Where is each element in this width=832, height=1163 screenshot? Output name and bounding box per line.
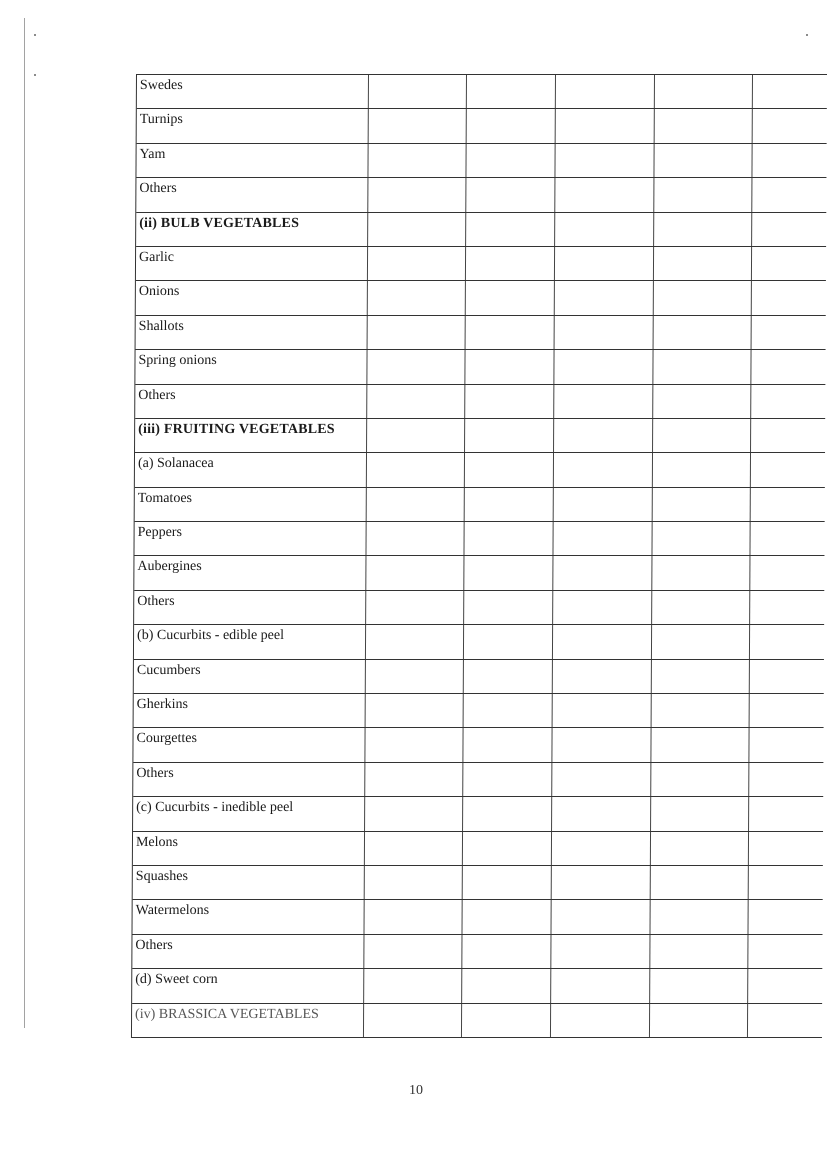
empty-cell bbox=[364, 1004, 462, 1037]
empty-cell bbox=[552, 832, 651, 865]
table-row bbox=[135, 419, 825, 453]
empty-cell bbox=[654, 247, 752, 280]
table-row bbox=[135, 488, 825, 522]
empty-cell bbox=[751, 488, 825, 521]
empty-cell bbox=[751, 385, 825, 418]
row-label: Shallots bbox=[136, 316, 368, 349]
empty-cell bbox=[466, 281, 555, 314]
empty-cell bbox=[463, 866, 552, 899]
table-row bbox=[134, 625, 824, 659]
empty-cell bbox=[651, 866, 749, 899]
empty-cell bbox=[752, 247, 826, 280]
empty-cell bbox=[368, 281, 466, 314]
row-label: (ii) BULB VEGETABLES bbox=[136, 213, 368, 246]
empty-cell bbox=[368, 213, 466, 246]
empty-cell bbox=[367, 453, 465, 486]
empty-cell bbox=[465, 453, 554, 486]
row-label: (a) Solanacea bbox=[135, 453, 367, 486]
empty-cell bbox=[750, 625, 824, 658]
empty-cell bbox=[556, 109, 655, 142]
empty-cell bbox=[466, 316, 555, 349]
empty-cell bbox=[555, 178, 654, 211]
empty-cell bbox=[463, 763, 552, 796]
empty-cell bbox=[551, 935, 650, 968]
empty-cell bbox=[650, 935, 748, 968]
scan-speck bbox=[806, 34, 808, 36]
empty-cell bbox=[369, 109, 467, 142]
row-label: Turnips bbox=[137, 109, 369, 142]
empty-cell bbox=[555, 247, 654, 280]
empty-cell bbox=[555, 213, 654, 246]
left-margin-line bbox=[24, 18, 25, 1028]
scan-speck bbox=[34, 74, 36, 76]
empty-cell bbox=[366, 660, 464, 693]
empty-cell bbox=[369, 75, 467, 108]
empty-cell bbox=[553, 556, 652, 589]
empty-cell bbox=[651, 797, 749, 830]
row-label: Watermelons bbox=[132, 900, 364, 933]
empty-cell bbox=[464, 522, 553, 555]
crop-table bbox=[131, 74, 827, 1038]
row-label: (iii) FRUITING VEGETABLES bbox=[135, 419, 367, 452]
empty-cell bbox=[552, 728, 651, 761]
empty-cell bbox=[365, 832, 463, 865]
row-label: (iv) BRASSICA VEGETABLES bbox=[132, 1004, 364, 1037]
empty-cell bbox=[464, 625, 553, 658]
empty-cell bbox=[366, 556, 464, 589]
empty-cell bbox=[753, 109, 827, 142]
table-row bbox=[135, 453, 825, 487]
page-number: 10 bbox=[409, 1083, 423, 1098]
empty-cell bbox=[654, 213, 752, 246]
empty-cell bbox=[368, 144, 466, 177]
empty-cell bbox=[654, 178, 752, 211]
empty-cell bbox=[467, 109, 556, 142]
empty-cell bbox=[555, 316, 654, 349]
row-label: Gherkins bbox=[134, 694, 366, 727]
empty-cell bbox=[653, 419, 751, 452]
table-row bbox=[136, 178, 826, 212]
table-row bbox=[134, 591, 824, 625]
empty-cell bbox=[554, 350, 653, 383]
empty-cell bbox=[750, 591, 824, 624]
empty-cell bbox=[462, 900, 551, 933]
row-label: (b) Cucurbits - edible peel bbox=[134, 625, 366, 658]
row-label: (c) Cucurbits - inedible peel bbox=[133, 797, 365, 830]
empty-cell bbox=[366, 694, 464, 727]
row-label: Spring onions bbox=[135, 350, 367, 383]
empty-cell bbox=[555, 144, 654, 177]
empty-cell bbox=[553, 522, 652, 555]
row-label: Others bbox=[134, 591, 366, 624]
empty-cell bbox=[752, 178, 826, 211]
empty-cell bbox=[751, 453, 825, 486]
empty-cell bbox=[367, 350, 465, 383]
empty-cell bbox=[750, 660, 824, 693]
table-row bbox=[132, 935, 822, 969]
empty-cell bbox=[467, 75, 556, 108]
table-row bbox=[134, 660, 824, 694]
empty-cell bbox=[551, 969, 650, 1002]
empty-cell bbox=[651, 728, 749, 761]
empty-cell bbox=[365, 797, 463, 830]
empty-cell bbox=[752, 144, 826, 177]
empty-cell bbox=[653, 488, 751, 521]
empty-cell bbox=[463, 832, 552, 865]
table-row bbox=[136, 144, 826, 178]
row-label: Yam bbox=[136, 144, 368, 177]
empty-cell bbox=[366, 591, 464, 624]
empty-cell bbox=[553, 694, 652, 727]
empty-cell bbox=[651, 832, 749, 865]
row-label: Others bbox=[135, 385, 367, 418]
empty-cell bbox=[552, 763, 651, 796]
table-row bbox=[133, 832, 823, 866]
empty-cell bbox=[652, 694, 750, 727]
table-row bbox=[134, 694, 824, 728]
table-row bbox=[133, 763, 823, 797]
row-label: Courgettes bbox=[133, 728, 365, 761]
empty-cell bbox=[654, 316, 752, 349]
table-row bbox=[137, 109, 827, 143]
empty-cell bbox=[368, 178, 466, 211]
empty-cell bbox=[464, 694, 553, 727]
empty-cell bbox=[748, 900, 822, 933]
empty-cell bbox=[463, 728, 552, 761]
table-row bbox=[132, 1004, 822, 1038]
table-row bbox=[132, 969, 822, 1003]
empty-cell bbox=[555, 281, 654, 314]
empty-cell bbox=[367, 385, 465, 418]
empty-cell bbox=[367, 488, 465, 521]
row-label: Garlic bbox=[136, 247, 368, 280]
empty-cell bbox=[750, 694, 824, 727]
empty-cell bbox=[749, 763, 823, 796]
empty-cell bbox=[368, 316, 466, 349]
empty-cell bbox=[652, 591, 750, 624]
empty-cell bbox=[365, 763, 463, 796]
empty-cell bbox=[465, 350, 554, 383]
empty-cell bbox=[748, 1004, 822, 1037]
empty-cell bbox=[465, 488, 554, 521]
empty-cell bbox=[365, 728, 463, 761]
table-row bbox=[136, 316, 826, 350]
empty-cell bbox=[364, 935, 462, 968]
empty-cell bbox=[552, 797, 651, 830]
empty-cell bbox=[651, 763, 749, 796]
empty-cell bbox=[464, 591, 553, 624]
empty-cell bbox=[462, 969, 551, 1002]
empty-cell bbox=[554, 488, 653, 521]
empty-cell bbox=[462, 935, 551, 968]
empty-cell bbox=[367, 419, 465, 452]
empty-cell bbox=[749, 797, 823, 830]
table-row bbox=[132, 900, 822, 934]
empty-cell bbox=[652, 625, 750, 658]
table-row bbox=[136, 281, 826, 315]
empty-cell bbox=[750, 556, 824, 589]
empty-cell bbox=[553, 591, 652, 624]
table-row bbox=[135, 350, 825, 384]
row-label: Melons bbox=[133, 832, 365, 865]
empty-cell bbox=[366, 522, 464, 555]
empty-cell bbox=[466, 247, 555, 280]
empty-cell bbox=[464, 556, 553, 589]
empty-cell bbox=[653, 385, 751, 418]
empty-cell bbox=[650, 900, 748, 933]
row-label: Squashes bbox=[133, 866, 365, 899]
table-row bbox=[134, 556, 824, 590]
empty-cell bbox=[554, 453, 653, 486]
row-label: Aubergines bbox=[134, 556, 366, 589]
empty-cell bbox=[650, 1004, 748, 1037]
empty-cell bbox=[551, 1004, 650, 1037]
empty-cell bbox=[654, 144, 752, 177]
empty-cell bbox=[751, 419, 825, 452]
empty-cell bbox=[753, 75, 827, 108]
empty-cell bbox=[652, 522, 750, 555]
empty-cell bbox=[652, 660, 750, 693]
empty-cell bbox=[552, 866, 651, 899]
empty-cell bbox=[749, 866, 823, 899]
row-label: (d) Sweet corn bbox=[132, 969, 364, 1002]
empty-cell bbox=[748, 969, 822, 1002]
empty-cell bbox=[749, 728, 823, 761]
empty-cell bbox=[752, 316, 826, 349]
empty-cell bbox=[653, 350, 751, 383]
empty-cell bbox=[466, 213, 555, 246]
empty-cell bbox=[365, 866, 463, 899]
table-row bbox=[136, 247, 826, 281]
empty-cell bbox=[366, 625, 464, 658]
empty-cell bbox=[650, 969, 748, 1002]
table-row bbox=[133, 797, 823, 831]
empty-cell bbox=[751, 350, 825, 383]
empty-cell bbox=[655, 75, 753, 108]
empty-cell bbox=[750, 522, 824, 555]
table-row bbox=[133, 866, 823, 900]
scan-speck bbox=[34, 34, 36, 36]
empty-cell bbox=[554, 385, 653, 418]
empty-cell bbox=[553, 625, 652, 658]
empty-cell bbox=[368, 247, 466, 280]
row-label: Cucumbers bbox=[134, 660, 366, 693]
table-row bbox=[136, 213, 826, 247]
empty-cell bbox=[752, 213, 826, 246]
empty-cell bbox=[556, 75, 655, 108]
empty-cell bbox=[553, 660, 652, 693]
empty-cell bbox=[364, 969, 462, 1002]
empty-cell bbox=[653, 453, 751, 486]
row-label: Peppers bbox=[134, 522, 366, 555]
table-row bbox=[137, 75, 827, 109]
table-row bbox=[135, 385, 825, 419]
table-row bbox=[133, 728, 823, 762]
empty-cell bbox=[364, 900, 462, 933]
empty-cell bbox=[655, 109, 753, 142]
row-label: Others bbox=[133, 763, 365, 796]
row-label: Onions bbox=[136, 281, 368, 314]
empty-cell bbox=[652, 556, 750, 589]
row-label: Others bbox=[132, 935, 364, 968]
empty-cell bbox=[654, 281, 752, 314]
table-row bbox=[134, 522, 824, 556]
empty-cell bbox=[465, 385, 554, 418]
empty-cell bbox=[465, 419, 554, 452]
row-label: Others bbox=[136, 178, 368, 211]
row-label: Tomatoes bbox=[135, 488, 367, 521]
empty-cell bbox=[749, 832, 823, 865]
empty-cell bbox=[466, 144, 555, 177]
empty-cell bbox=[463, 797, 552, 830]
empty-cell bbox=[466, 178, 555, 211]
empty-cell bbox=[464, 660, 553, 693]
empty-cell bbox=[752, 281, 826, 314]
empty-cell bbox=[462, 1004, 551, 1037]
empty-cell bbox=[554, 419, 653, 452]
empty-cell bbox=[551, 900, 650, 933]
empty-cell bbox=[748, 935, 822, 968]
row-label: Swedes bbox=[137, 75, 369, 108]
